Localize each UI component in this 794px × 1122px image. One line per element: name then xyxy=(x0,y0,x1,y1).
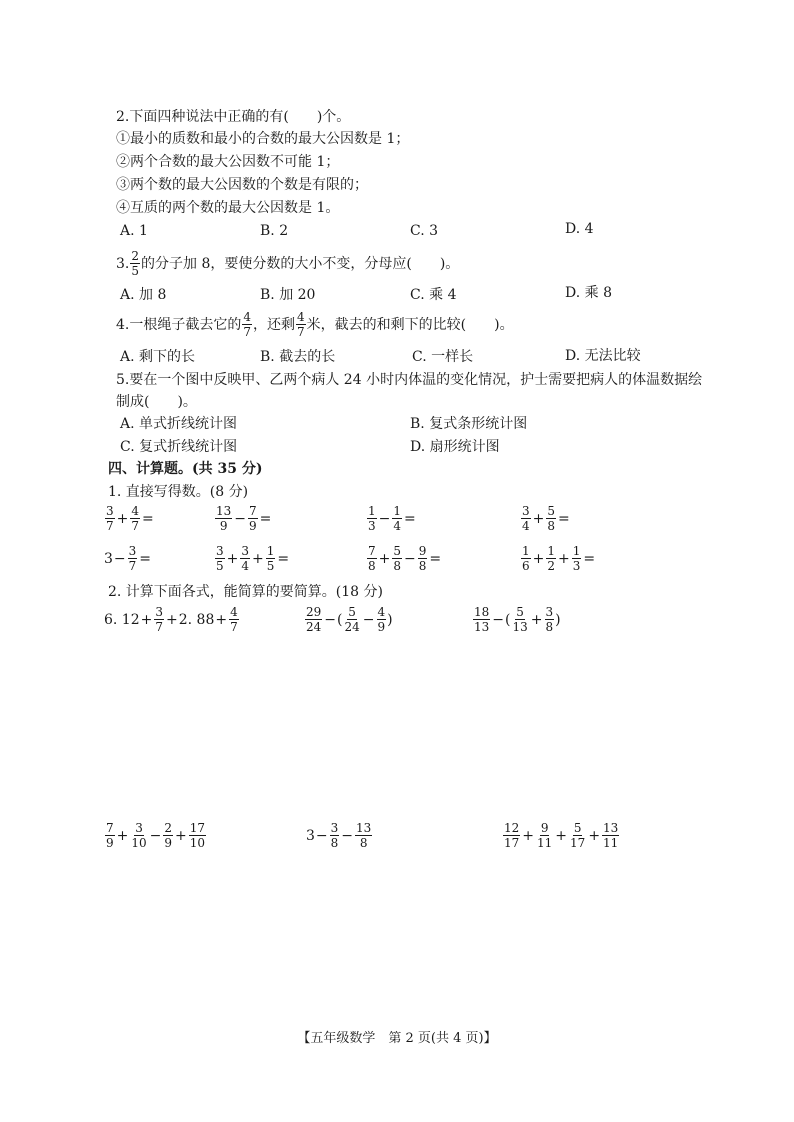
q4-option-a[interactable]: A. 剩下的长 xyxy=(120,349,196,365)
q2-item-4: ④互质的两个数的最大公因数是 1。 xyxy=(116,200,340,216)
q3-stem xyxy=(116,250,459,277)
q2-option-b[interactable]: B. 2 xyxy=(260,223,289,239)
q4-fraction-1: $\frac{4}{7}$ xyxy=(243,310,251,339)
page-footer: 【五年级数学 第 2 页(共 4 页)】 xyxy=(297,1031,497,1046)
section-4-part-2-title: 2. 计算下面各式，能简算的要简算。(18 分) xyxy=(108,584,383,600)
q4-option-c[interactable]: C. 一样长 xyxy=(412,349,474,365)
q4-text-suffix: 米，截去的和剩下的比较( )。 xyxy=(306,316,514,333)
q2-option-d[interactable]: D. 4 xyxy=(565,221,594,237)
calc-expr-3: $\frac{18}{13}$ − ( $\frac{5}{13}$ + $\frac{3}{8}$ ) xyxy=(474,605,561,634)
oral-calc-7: $\frac{7}{8}$ + $\frac{5}{8}$ − $\frac{9}{8}$ = xyxy=(368,544,442,573)
q2-item-2: ②两个合数的最大公因数不可能 1； xyxy=(116,154,340,170)
q4-text-mid: ，还剩 xyxy=(253,316,295,333)
oral-calc-5: 3 − $\frac{3}{7}$ = xyxy=(104,544,152,573)
q2-item-3: ③两个数的最大公因数的个数是有限的； xyxy=(116,177,368,193)
calc-expr-4: $\frac{7}{9}$ + $\frac{3}{10}$ − $\frac{2}{9}$ + $\frac{17}{10}$ xyxy=(106,821,206,850)
q5-option-b[interactable]: B. 复式条形统计图 xyxy=(410,416,528,432)
q4-option-b[interactable]: B. 截去的长 xyxy=(260,349,336,365)
q2-item-1: ①最小的质数和最小的合数的最大公因数是 1； xyxy=(116,131,410,147)
q3-option-b[interactable]: B. 加 20 xyxy=(260,287,316,303)
q3-text: 的分子加 8，要使分数的大小不变，分母应( )。 xyxy=(141,255,460,272)
q4-option-d[interactable]: D. 无法比较 xyxy=(565,348,641,364)
q5-option-c[interactable]: C. 复式折线统计图 xyxy=(120,439,238,455)
q3-option-a[interactable]: A. 加 8 xyxy=(120,287,167,303)
q3-fraction: $\frac{2}{5}$ xyxy=(131,249,139,278)
q2-stem: 2.下面四种说法中正确的有( )个。 xyxy=(116,109,351,125)
q2-option-a[interactable]: A. 1 xyxy=(120,223,148,239)
q3-option-c[interactable]: C. 乘 4 xyxy=(410,287,457,303)
oral-calc-8: $\frac{1}{6}$ + $\frac{1}{2}$ + $\frac{1}{3}$ = xyxy=(522,544,596,573)
calc-expr-1: 6. 12 + $\frac{3}{7}$ + 2. 88 + $\frac{4}{7}$ xyxy=(104,605,238,634)
calc-expr-5: 3 − $\frac{3}{8}$ − $\frac{13}{8}$ xyxy=(306,821,372,850)
q3-number: 3. xyxy=(116,255,130,272)
q4-stem xyxy=(116,311,514,338)
q5-option-d[interactable]: D. 扇形统计图 xyxy=(410,439,500,455)
q5-stem-line-2: 制成( )。 xyxy=(116,394,197,410)
oral-calc-6: $\frac{3}{5}$ + $\frac{3}{4}$ + $\frac{1}{5}$ = xyxy=(216,544,290,573)
oral-calc-1: $\frac{3}{7}$ + $\frac{4}{7}$ = xyxy=(106,504,154,533)
section-4-part-1-title: 1. 直接写得数。(8 分) xyxy=(108,484,249,500)
calc-expr-2: $\frac{29}{24}$ − ( $\frac{5}{24}$ − $\frac{4}{9}$ ) xyxy=(306,605,393,634)
oral-calc-2: $\frac{13}{9}$ − $\frac{7}{9}$ = xyxy=(216,504,272,533)
oral-calc-3: $\frac{1}{3}$ − $\frac{1}{4}$ = xyxy=(368,504,416,533)
oral-calc-4: $\frac{3}{4}$ + $\frac{5}{8}$ = xyxy=(522,504,570,533)
q3-option-d[interactable]: D. 乘 8 xyxy=(565,285,612,301)
q5-option-a[interactable]: A. 单式折线统计图 xyxy=(120,416,238,432)
q5-stem-line-1: 5.要在一个图中反映甲、乙两个病人 24 小时内体温的变化情况，护士需要把病人的体温数据绘 xyxy=(116,372,703,388)
calc-expr-6: $\frac{12}{17}$ + $\frac{9}{11}$ + $\frac{5}{17}$ + $\frac{13}{11}$ xyxy=(504,821,619,850)
q2-option-c[interactable]: C. 3 xyxy=(410,223,439,239)
section-4-title: 四、计算题。(共 35 分) xyxy=(108,461,263,477)
q4-fraction-2: $\frac{4}{7}$ xyxy=(297,310,305,339)
q4-text-prefix: 4.一根绳子截去它的 xyxy=(116,316,242,333)
